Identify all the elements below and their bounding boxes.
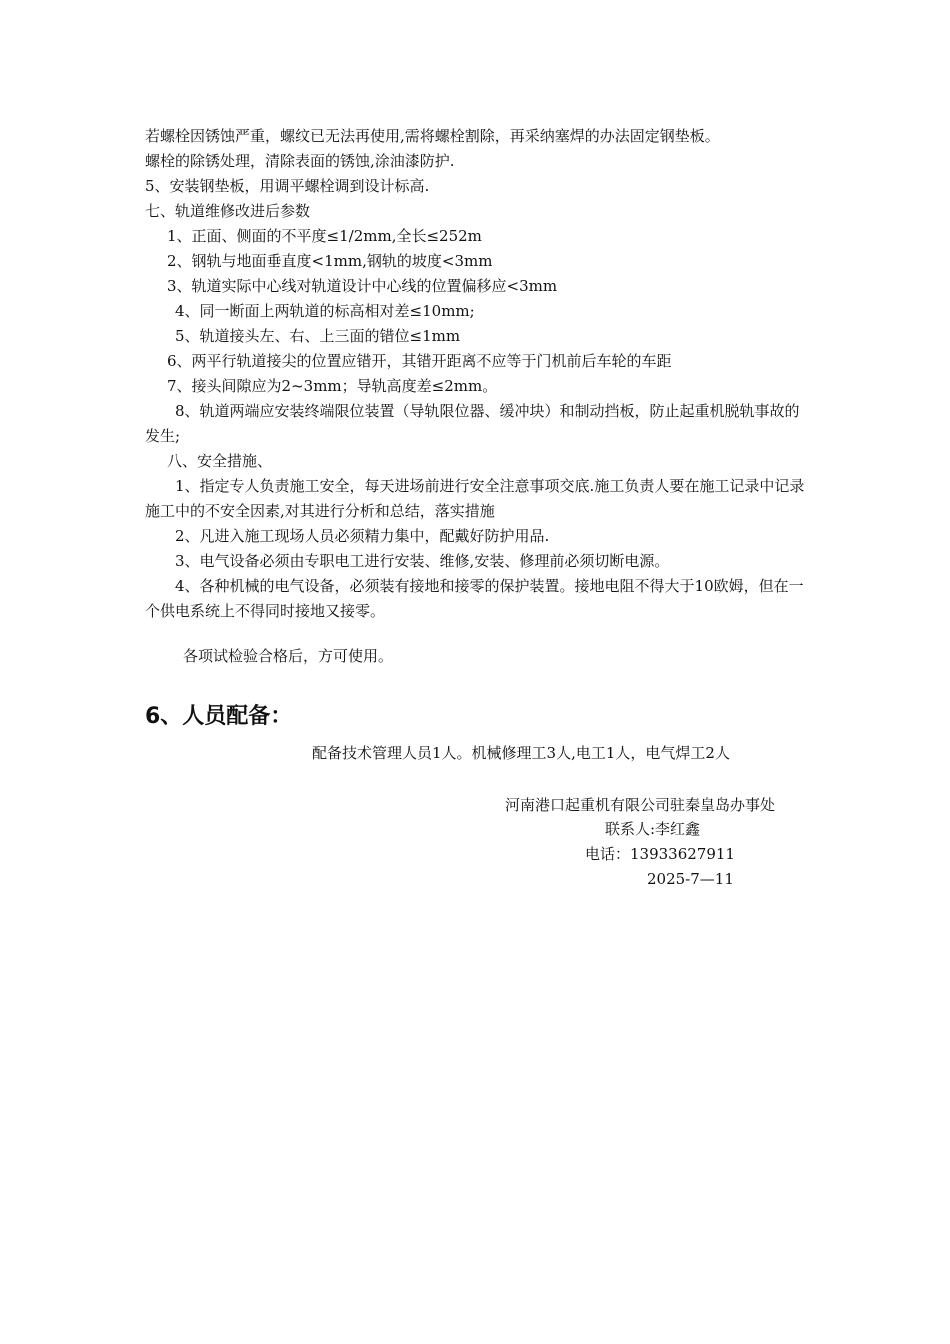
safety-item: 3、电气设备必须由专职电工进行安装、维修,安装、修理前必须切断电源。: [175, 552, 670, 570]
safety-item: 1、指定专人负责施工安全，每天进场前进行安全注意事项交底.施工负责人要在施工记录中记录施工中的不安全因素,对其进行分析和总结，落实措施: [145, 477, 805, 520]
param-item: 4、同一断面上两轨道的标高相对差≤10mm;: [175, 302, 475, 320]
param-item: 8、轨道两端应安装终端限位装置（导轨限位器、缓冲块）和制动挡板，防止起重机脱轨事故的发生;: [145, 402, 800, 445]
section-title: 6、人员配备：: [145, 704, 293, 729]
signature-date: 2025-7—11: [647, 870, 734, 888]
safety-item: 2、凡进入施工现场人员必须精力集中，配戴好防护用品.: [175, 527, 550, 545]
param-item: 2、钢轨与地面垂直度<1mm,钢轨的坡度<3mm: [167, 252, 493, 270]
section-heading-seven: 七、轨道维修改进后参数: [145, 202, 311, 220]
param-item: 7、接头间隙应为2~3mm；导轨高度差≤2mm。: [167, 377, 498, 395]
param-item: 6、两平行轨道接尖的位置应错开，其错开距离不应等于门机前后车轮的车距: [167, 352, 672, 370]
closing-statement: 各项试检验合格后，方可使用。: [183, 647, 394, 665]
text-line: 若螺栓因锈蚀严重，螺纹已无法再使用,需将螺栓割除，再采纳塞焊的办法固定钢垫板。: [145, 127, 720, 145]
signature-phone: 电话：13933627911: [585, 845, 735, 863]
text-line: 5、安装钢垫板，用调平螺栓调到设计标高.: [145, 177, 430, 195]
staffing-text: 配备技术管理人员1人。机械修理工3人,电工1人，电气焊工2人: [312, 744, 730, 762]
text-line: 螺栓的除锈处理，清除表面的锈蚀,涂油漆防护.: [145, 152, 455, 170]
signature-contact: 联系人:李红鑫: [605, 820, 701, 838]
param-item: 5、轨道接头左、右、上三面的错位≤1mm: [175, 327, 461, 345]
section-heading-eight: 八、安全措施、: [167, 452, 273, 470]
body-text: [145, 124, 810, 624]
signature-company: 河南港口起重机有限公司驻秦皇岛办事处: [505, 796, 776, 814]
param-item: 1、正面、侧面的不平度≤1/2mm,全长≤252m: [167, 227, 482, 245]
safety-item: 4、各种机械的电气设备，必须装有接地和接零的保护装置。接地电阻不得大于10欧姆，但在一个供电系统上不得同时接地又接零。: [145, 577, 804, 620]
param-item: 3、轨道实际中心线对轨道设计中心线的位置偏移应<3mm: [167, 277, 558, 295]
